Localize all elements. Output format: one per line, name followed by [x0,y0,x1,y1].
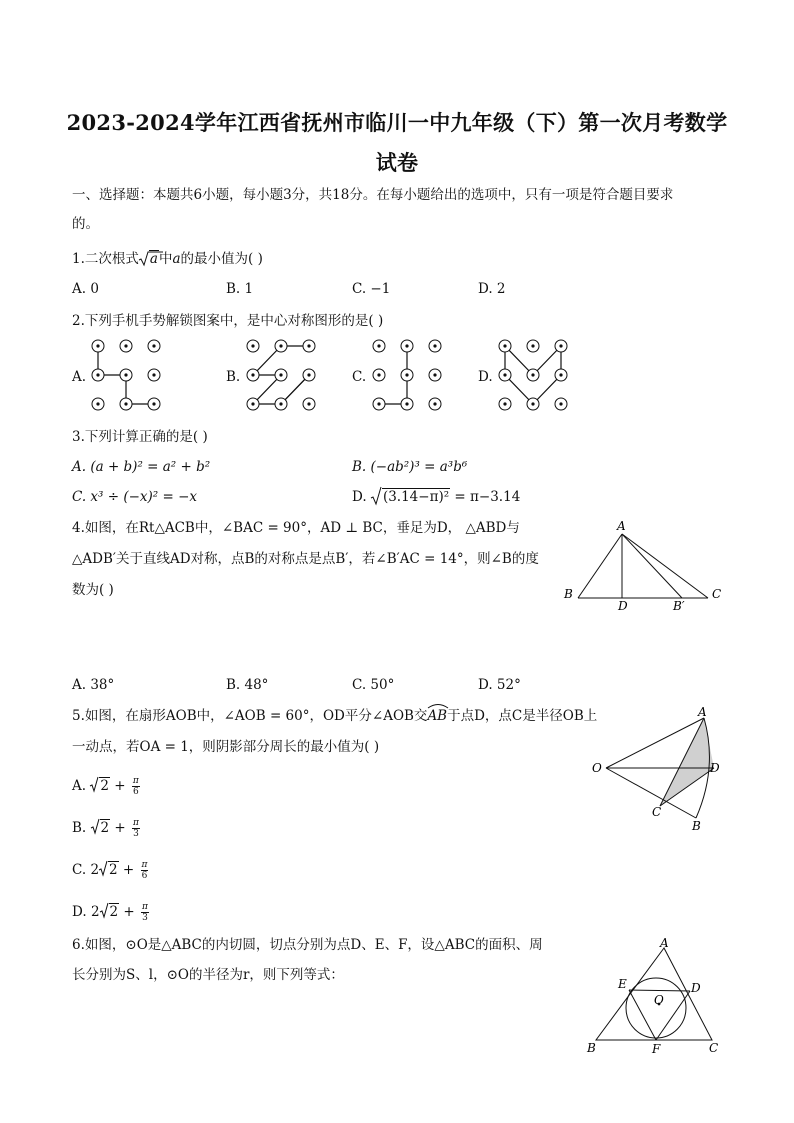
q3-d-radicand: (3.14−π)² [382,489,450,505]
question-6-line1: 6.如图，⊙O是△ABC的内切圆，切点分别为点D、E、F，设△ABC的面积、周 [72,937,543,953]
q1-stem-pre: 1.二次根式 [72,251,139,267]
option-label: B. [72,820,91,836]
label-c: C [652,805,662,819]
option-label: C. [72,862,91,878]
q3-option-a[interactable]: A. (a + b)² = a² + b² [72,459,211,475]
q1-option-b[interactable]: B. 1 [226,281,254,297]
q2-pattern-d[interactable] [495,336,575,416]
radical-sign [371,487,382,507]
label-c: C [712,587,722,601]
q5-option-d[interactable] [72,902,149,923]
q4-figure [560,520,730,612]
plus-sign: + [118,862,139,878]
q4-option-c[interactable]: C. 50° [352,677,395,693]
pattern-dot-center [152,373,155,376]
fraction [141,860,149,881]
question-4-line2: △ADB′关于直线AD对称，点B的对称点是点B′，若∠B′AC = 14°，则∠B的度 [72,551,539,567]
sqrt-2 [90,777,110,795]
q1-option-d[interactable]: D. 2 [478,281,506,297]
coefficient: 2 [90,862,100,878]
pattern-dot-center [405,344,408,347]
q1-option-c[interactable]: C. −1 [352,281,391,297]
q1-var: a [172,251,181,267]
pattern-dot-center [559,402,562,405]
label-d: D [710,761,720,775]
plus-sign: + [109,778,130,794]
q6-figure [584,938,724,1060]
q5-line1-post: 于点D，点C是半径OB上 [447,708,598,724]
q5-arc-label: AB [427,708,448,724]
question-1-stem [72,250,263,268]
numerator: π [142,902,148,912]
shaded-region [660,718,714,806]
numerator: π [132,776,139,786]
q2-label-d[interactable]: D. [478,369,493,385]
question-3-stem: 3.下列计算正确的是( ) [72,429,208,445]
pattern-dot-center [433,344,436,347]
question-4-line3: 数为( ) [72,582,114,598]
pattern-dot-center [124,373,127,376]
question-5-line1 [72,707,597,725]
q3-d-sqrt [371,488,450,506]
label-b: B [692,819,701,833]
q2-label-b[interactable]: B. [226,369,241,385]
pattern-dot-center [377,402,380,405]
coefficient: 2 [90,904,100,920]
q1-radicand: a [149,251,158,267]
pattern-dot-center [124,402,127,405]
sqrt-a [139,250,159,268]
denominator: 3 [142,913,148,923]
section-heading: 一、选择题：本题共6小题，每小题3分，共18分。在每小题给出的选项中，只有一项是符合题目要求 [72,187,674,203]
pattern-dot-center [96,373,99,376]
pattern-dot-center [559,344,562,347]
q4-option-a[interactable]: A. 38° [72,677,115,693]
pattern-dot-center [251,344,254,347]
label-d: D [618,599,628,613]
pattern-dot-center [503,373,506,376]
denominator: 6 [132,787,139,797]
radicand: 2 [109,862,118,878]
pattern-dot-center [433,373,436,376]
q2-pattern-b[interactable] [243,336,323,416]
pattern-dot-center [377,344,380,347]
label-b-prime: B′ [673,599,685,613]
q3-d-label: D. [352,489,371,505]
pattern-dot-center [251,373,254,376]
pattern-dot-center [307,373,310,376]
exam-title-line2: 试卷 [375,150,419,175]
question-6-line2: 长分别为S、l，⊙O的半径为r，则下列等式： [72,967,344,983]
label-a: A [698,705,707,719]
pattern-dot-center [531,373,534,376]
pattern-dot-center [559,373,562,376]
q5-option-c[interactable] [72,860,148,881]
plus-sign: + [110,820,131,836]
sqrt-2 [100,903,120,921]
question-2-stem: 2.下列手机手势解锁图案中，是中心对称图形的是( ) [72,313,384,329]
pattern-dot-center [307,402,310,405]
pattern-dot-center [279,402,282,405]
arc-ab [427,707,447,725]
q3-option-b[interactable]: B. (−ab²)³ = a³b⁶ [352,459,468,475]
radical-sign [139,251,149,267]
sqrt-2 [99,861,119,879]
pattern-dot-center [279,373,282,376]
pattern-dot-center [405,373,408,376]
pattern-dot-center [152,402,155,405]
numerator: π [133,818,139,828]
radicand: 2 [100,820,110,836]
exam-title-line1: 2023-2024学年江西省抚州市临川一中九年级（下）第一次月考数学 [66,110,728,135]
q2-label-a[interactable]: A. [72,369,87,385]
question-4-line1: 4.如图，在Rt△ACB中，∠BAC = 90°，AD ⊥ BC，垂足为D， △ABD与 [72,520,520,536]
section-heading-cont: 的。 [72,216,99,232]
q5-line1-pre: 5.如图，在扇形AOB中，∠AOB = 60°，OD平分∠AOB交 [72,708,428,724]
pattern-dot-center [96,402,99,405]
q3-d-post: = π−3.14 [450,489,521,505]
sqrt-2 [91,819,111,837]
q5-option-a[interactable] [72,776,140,797]
q2-label-c[interactable]: C. [352,369,367,385]
q1-option-a[interactable]: A. 0 [72,281,99,297]
arc-mark [427,703,449,709]
label-o: O [592,761,602,775]
label-d: D [691,981,701,995]
plus-sign: + [119,904,140,920]
label-a: A [617,519,626,533]
label-f: F [652,1042,661,1056]
fraction [141,902,149,923]
fraction [132,818,140,839]
label-c: C [709,1041,719,1055]
label-b: B [564,587,573,601]
radicand: 2 [100,778,109,794]
label-o: O [654,993,664,1007]
pattern-dot-center [433,402,436,405]
pattern-dot-center [377,373,380,376]
q3-option-c[interactable]: C. x³ ÷ (−x)² = −x [72,489,198,505]
q3-option-d[interactable] [352,488,520,506]
q1-stem-end: 的最小值为( ) [180,251,263,267]
pattern-dot-center [96,344,99,347]
fraction [132,776,140,797]
option-label: D. [72,904,91,920]
pattern-dot-center [531,344,534,347]
q2-pattern-c[interactable] [369,336,449,416]
q4-option-d[interactable]: D. 52° [478,677,521,693]
pattern-dot-center [503,402,506,405]
pattern-dot-center [307,344,310,347]
pattern-dot-center [279,344,282,347]
pattern-dot-center [503,344,506,347]
q5-figure [588,706,728,834]
q2-pattern-a[interactable] [88,336,168,416]
denominator: 6 [141,871,148,881]
pattern-dot-center [251,402,254,405]
q5-option-b[interactable] [72,818,140,839]
radicand: 2 [109,904,119,920]
label-a: A [660,936,669,950]
option-label: A. [72,778,91,794]
pattern-dot-center [405,402,408,405]
question-5-line2: 一动点，若OA = 1，则阴影部分周长的最小值为( ) [72,739,380,755]
label-e: E [618,977,627,991]
numerator: π [141,860,148,870]
label-b: B [587,1041,596,1055]
pattern-dot-center [152,344,155,347]
q4-option-b[interactable]: B. 48° [226,677,269,693]
pattern-dot-center [531,402,534,405]
q1-stem-post: 中 [158,251,173,267]
denominator: 3 [133,829,139,839]
pattern-dot-center [124,344,127,347]
